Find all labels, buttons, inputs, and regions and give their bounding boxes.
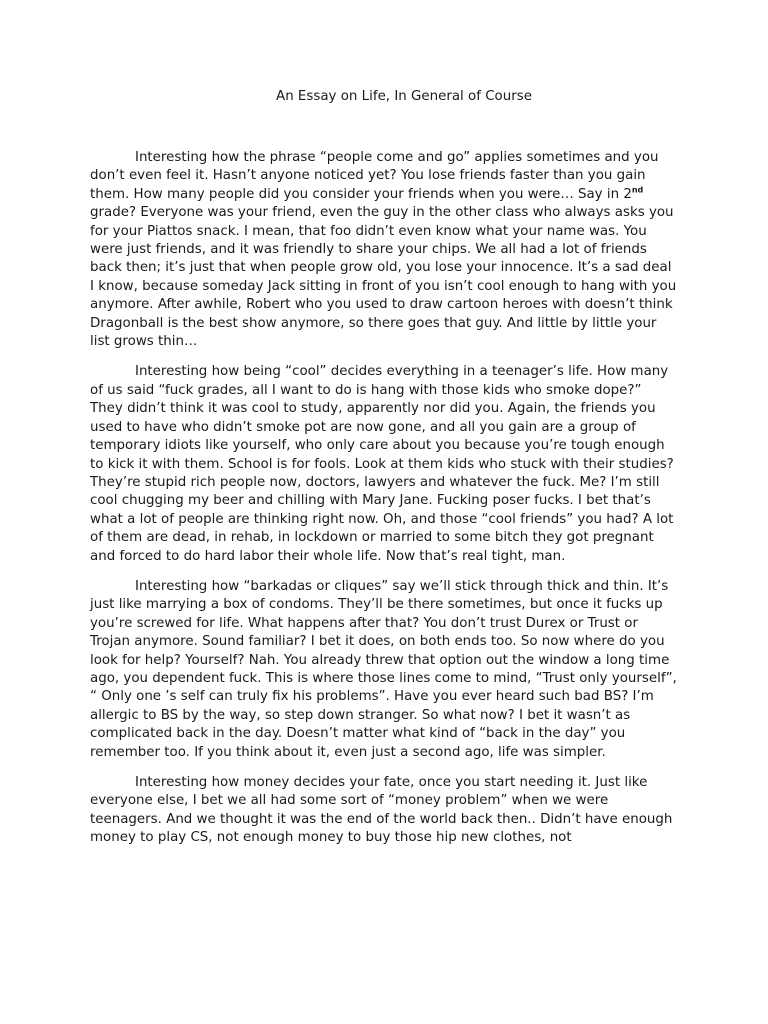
paragraph-1-text-a: Interesting how the phrase “people come and go” applies sometimes and you don’t even feel it. Hasn’t anyone noticed yet? You lose friends faster than you gain them. How many people did you consider your friends when you were… Say in 2 xyxy=(90,150,659,202)
superscript-nd: nd xyxy=(631,185,644,195)
paragraph-4: Interesting how money decides your fate, once you start needing it. Just like everyone else, I bet we all had some sort of “money problem” when we were teenagers. And we thought it was the end of the world back then.. Didn’t have enough money to play CS, not enough money to buy those hip new clothes, not xyxy=(90,775,673,846)
paragraph-1-text-b: grade? Everyone was your friend, even the guy in the other class who always asks you for your Piattos snack. I mean, that foo didn’t even know what your name was. You were just friends, and it was friendly to share your chips. We all had a lot of friends back then; it’s just that when people grow old, you lose your innocence. It’s a sad deal I know, because someday Jack sitting in front of you isn’t cool enough to hang with you anymore. After awhile, Robert who you used to draw cartoon heroes with doesn’t think Dragonball is the best show anymore, so there goes that guy. And little by little your list grows thin… xyxy=(90,205,677,350)
essay-body xyxy=(90,149,678,860)
essay-title: An Essay on Life, In General of Course xyxy=(276,89,532,104)
paragraph-2: Interesting how being “cool” decides everything in a teenager’s life. How many of us said “fuck grades, all I want to do is hang with those kids who smoke dope?” They didn’t think it was cool to study, apparently nor did you. Again, the friends you used to have who didn’t smoke pot are now gone, and all you gain are a group of temporary idiots like yourself, who only care about you because you’re tough enough to kick it with them. School is for fools. Look at them kids who stuck with their studies? They’re stupid rich people now, doctors, lawyers and whatever the fuck. Me? I’m still cool chugging my beer and chilling with Mary Jane. Fucking poser fucks. I bet that’s what a lot of people are thinking right now. Oh, and those “cool friends” you had? A lot of them are dead, in rehab, in lockdown or married to some bitch they got pregnant and forced to do hard labor their whole life. Now that’s real tight, man. xyxy=(90,364,674,564)
paragraph-1 xyxy=(90,149,678,351)
paragraph-3: Interesting how “barkadas or cliques” say we’ll stick through thick and thin. It’s just like marrying a box of condoms. They’ll be there sometimes, but once it fucks up you’re screwed for life. What happens after that? You don’t trust Durex or Trust or Trojan anymore. Sound familiar? I bet it does, on both ends too. So now where do you look for help? Yourself? Nah. You already threw that option out the window a long time ago, you dependent fuck. This is where those lines come to mind, “Trust only yourself”, “ Only one ’s self can truly fix his problems”. Have you ever heard such bad BS? I’m allergic to BS by the way, so step down stranger. So what now? I bet it wasn’t as complicated back in the day. Doesn’t matter what kind of “back in the day” you remember too. If you think about it, even just a second ago, life was simpler. xyxy=(90,578,677,760)
